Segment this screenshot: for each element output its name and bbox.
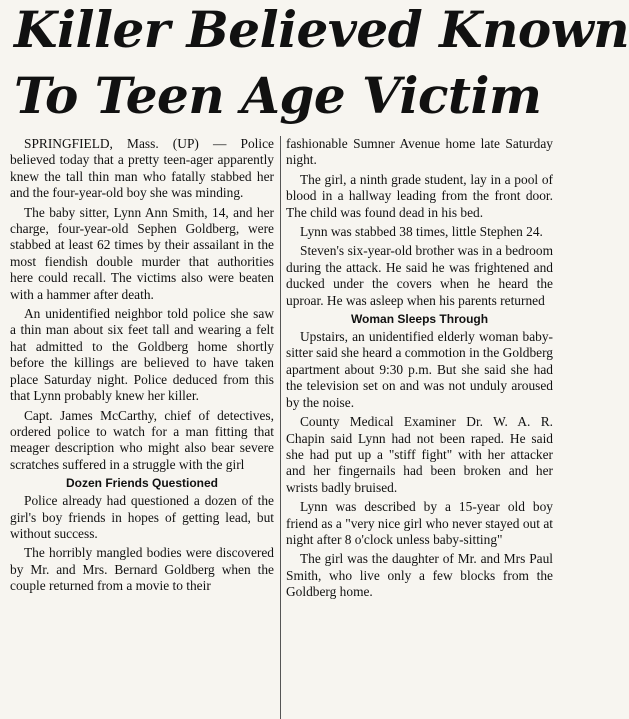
subhead: Dozen Friends Questioned [65,476,218,491]
article-body [10,136,553,719]
paragraph: Steven's six-year-old brother was in a bedroom during the attack. He said he was frightened and ducked under the covers when he heard the uproar. He was asleep when his parents returned [286,243,553,308]
paragraph: County Medical Examiner Dr. W. A. R. Chapin said Lynn had not been raped. He said she had put up a "stiff fight" with her attacker and her fingernails had been broken and her wrists badly bruised. [286,414,553,495]
paragraph: Lynn was described by a 15-year old boy friend as a "very nice girl who never stayed out at night after 8 o'clock unless baby-sitting" [286,499,553,547]
column-divider [280,136,281,719]
paragraph: Upstairs, an unidentified elderly woman baby-sitter said she heard a commotion in the Goldberg apartment about 9:30 p.m. But she said she had the television set on and was not unduly aroused by the noise. [286,329,553,410]
left-column [10,136,274,719]
subhead: Woman Sleeps Through [350,312,489,327]
paragraph: The girl, a ninth grade student, lay in a pool of blood in a hallway leading from the front door. The child was found dead in his bed. [286,171,553,220]
paragraph: Capt. James McCarthy, chief of detectives, ordered police to watch for a man fitting that meager description who might also bear severe scratches suffered in a struggle with the girl [10,407,274,472]
paragraph: SPRINGFIELD, Mass. (UP) — Police believed today that a pretty teen-ager apparently knew the tall thin man who fatally stabbed her and the four-year-old boy she was minding. [10,136,274,201]
right-column [286,136,553,719]
headline-line-2: To Teen Age Victim [14,66,542,125]
paragraph: fashionable Sumner Avenue home late Saturday night. [286,136,553,168]
paragraph: The horribly mangled bodies were discovered by Mr. and Mrs. Bernard Goldberg when the couple returned from a movie to their [10,545,274,594]
paragraph: Lynn was stabbed 38 times, little Stephen 24. [300,224,543,240]
paragraph: Police already had questioned a dozen of the girl's boy friends in hopes of getting lead, but without success. [10,493,274,541]
paragraph: The girl was the daughter of Mr. and Mrs Paul Smith, who live only a few blocks from the Goldberg home. [286,551,553,600]
headline-line-1: Killer Believed Known [14,0,629,59]
paragraph: An unidentified neighbor told police she saw a thin man about six feet tall and wearing a felt hat admitted to the Goldberg home shortly before the killings are believed to have taken place Saturday night. Police deduced from this that Lynn probably knew her killer. [10,306,274,404]
paragraph: The baby sitter, Lynn Ann Smith, 14, and her charge, four-year-old Sephen Goldberg, were stabbed at least 62 times by their assailant in the most fiendish double murder that authorities here could recall. The victims also were beaten with a hammer after death. [10,204,274,302]
